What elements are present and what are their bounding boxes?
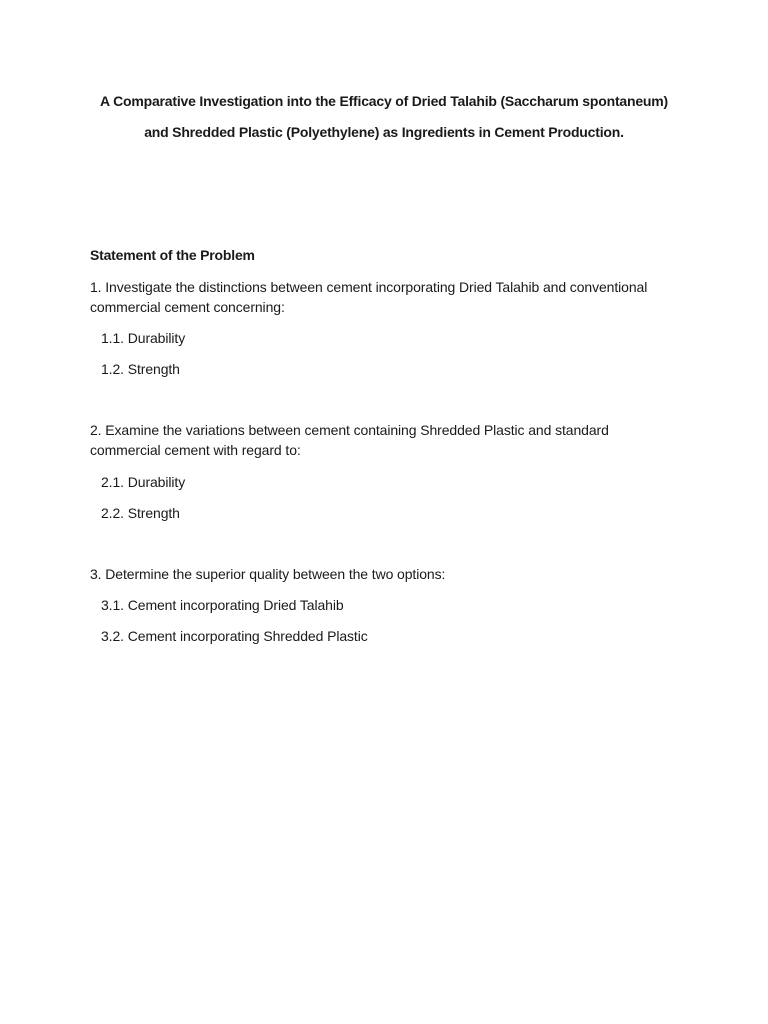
problem-subitem-1-2: 1.2. Strength: [101, 361, 180, 377]
document-title-line-1: A Comparative Investigation into the Efficacy of Dried Talahib (Saccharum spontaneum): [100, 93, 668, 109]
problem-subitem-1-1: 1.1. Durability: [101, 330, 186, 346]
section-heading: Statement of the Problem: [90, 247, 255, 263]
problem-subitem-3-2: 3.2. Cement incorporating Shredded Plastic: [101, 628, 368, 644]
problem-item-2: 2. Examine the variations between cement containing Shredded Plastic and standard commercial cement with regard to:: [90, 422, 609, 458]
problem-subitem-2-2: 2.2. Strength: [101, 505, 180, 521]
problem-subitem-2-1: 2.1. Durability: [101, 474, 186, 490]
problem-item-3: 3. Determine the superior quality between the two options:: [90, 566, 446, 582]
problem-subitem-3-1: 3.1. Cement incorporating Dried Talahib: [101, 597, 344, 613]
document-title-line-2: and Shredded Plastic (Polyethylene) as Ingredients in Cement Production.: [144, 124, 624, 140]
problem-item-1: 1. Investigate the distinctions between cement incorporating Dried Talahib and conventional commercial cement concerning:: [90, 279, 648, 315]
